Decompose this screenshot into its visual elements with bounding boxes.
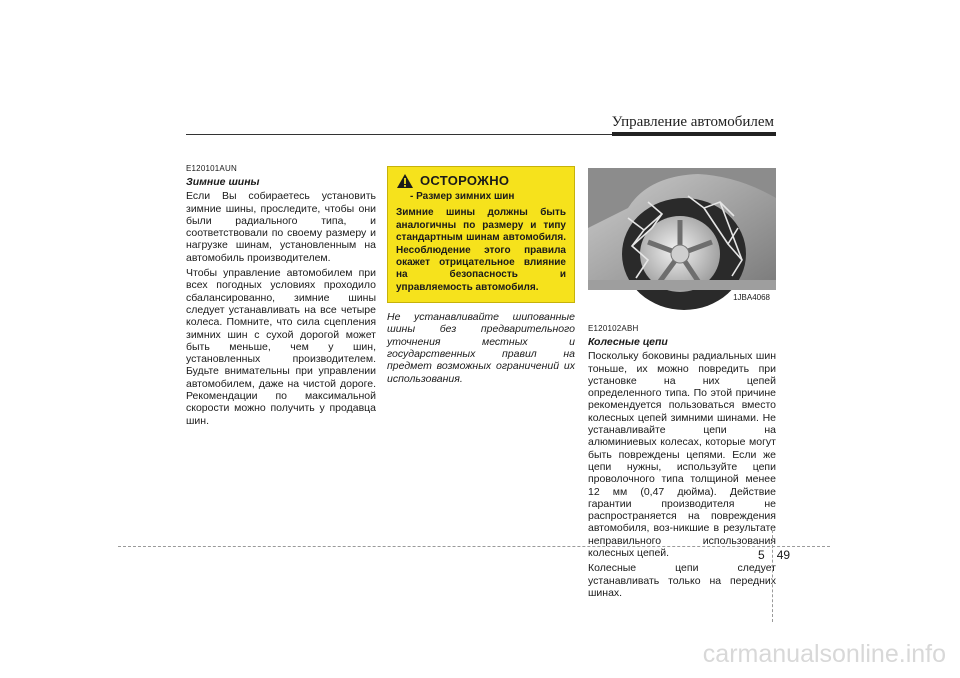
paragraph: Если Вы собираетесь установить зимние шины, проследите, чтобы они были радиального типа, и соответствовали по своему размеру и нагрузке шинам, установленным на автомобиль производителем.	[186, 190, 376, 264]
section-code: E120102ABH	[588, 324, 639, 333]
tire-chain-photo	[588, 168, 776, 302]
page-number	[758, 548, 790, 562]
caution-body: Зимние шины должны быть аналогичны по размеру и типу стандартным шинам автомобиля. Несоблюдение этого правила окажет отрицательное влияние на безопасность и управляемость автомобиля.	[396, 207, 566, 293]
caution-title: ОСТОРОЖНО	[420, 172, 510, 188]
page-header-title: Управление автомобилем	[611, 114, 774, 130]
chapter-number: 5	[758, 548, 765, 562]
column-caution	[387, 166, 575, 388]
caution-subtitle: - Размер зимних шин	[410, 191, 515, 202]
paragraph: Чтобы управление автомобилем при всех погодных условиях проходило сбалансированно, зимние шины следует устанавливать на все четыре колеса. Помните, что сила сцепления зимних шин с сухой дорогой может быть меньше, чем у шин, установленных производителем. Будьте внимательны при управлении автомобилем, даже на чистой дороге. Рекомендации по максимальной скорости можно получить у продавца шин.	[186, 267, 376, 427]
footer-divider	[772, 530, 773, 622]
section-heading: Зимние шины	[186, 176, 260, 188]
warning-triangle-icon	[396, 173, 414, 189]
column-tire-chains	[588, 168, 776, 602]
watermark: carmanualsonline.info	[702, 640, 946, 668]
paragraph: Поскольку боковины радиальных шин тоньше, их можно повредить при установке на них цепей определенного типа. По этой причине рекомендуется пользоваться вместо колесных цепей зимними шинами. Не устанавливайте цепи на алюминиевых колесах, которые могут быть повреждены цепями. Если же цепи нужны, используйте цепи проволочного типа толщиной менее 12 мм (0,47 дюйма). Действие гарантии производителя не распространяется на повреждения автомобиля, воз-никшие в результате неправильного использования колесных цепей.	[588, 350, 776, 560]
section-heading: Колесные цепи	[588, 336, 668, 348]
column-winter-tires	[186, 164, 376, 430]
header-rule-accent	[612, 132, 776, 136]
caution-box	[387, 166, 575, 303]
paragraph: Колесные цепи следует устанавливать только на передних шинах.	[588, 562, 776, 599]
studded-tires-note: Не устанавливайте шипованные шины без предварительного уточнения местных и государственных правил на предмет возможных ограничений их использования.	[387, 311, 575, 385]
wheel-with-chain-image	[588, 168, 776, 290]
section-code: E120101AUN	[186, 164, 237, 173]
page-number-value: 49	[776, 548, 791, 562]
figure-code: 1JBA4068	[733, 292, 770, 302]
footer-rule	[118, 546, 830, 547]
